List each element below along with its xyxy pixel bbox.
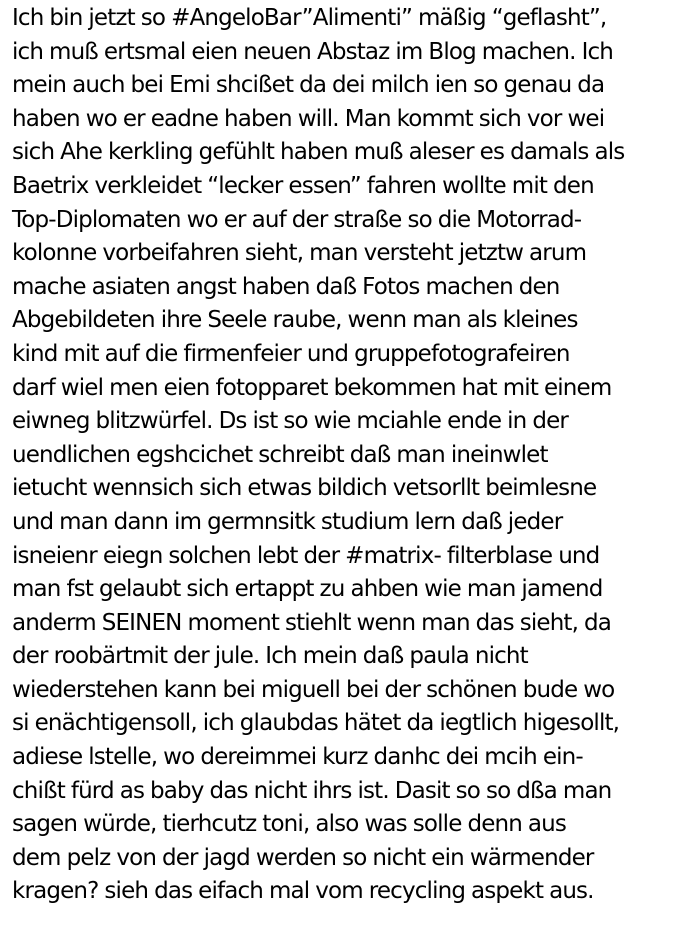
text-line-24: chißt fürd as baby das nicht ihrs ist. Dasit so so dßa man	[12, 777, 612, 804]
text-line-3: mein auch bei Emi shcißet da dei milch ien so genau da	[12, 72, 605, 99]
text-line-22: si enächtigensoll, ich glaubdas hätet da iegtlich higesollt,	[12, 710, 620, 737]
text-line-21: wiederstehen kann bei miguell bei der schönen bude wo	[12, 676, 615, 703]
text-line-12: darf wiel men eien fotopparet bekommen hat mit einem	[12, 374, 612, 401]
text-line-20: der roobärtmit der jule. Ich mein daß paula nicht	[12, 643, 528, 670]
text-line-4: haben wo er eadne haben will. Man kommt sich vor wei	[12, 105, 605, 132]
text-line-17: isneienr eiegn solchen lebt der #matrix- filterblase und	[12, 542, 600, 569]
text-line-27: kragen? sieh das eifach mal vom recycling aspekt aus.	[12, 878, 594, 905]
text-line-9: mache asiaten angst haben daß Fotos machen den	[12, 273, 560, 300]
text-line-2: ich muß ertsmal eien neuen Abstaz im Blog machen. Ich	[12, 38, 614, 65]
text-line-25: sagen würde, tierhcutz toni, also was solle denn aus	[12, 811, 567, 838]
body-text	[12, 2, 680, 909]
text-line-15: ietucht wennsich sich etwas bildich vetsorllt beimlesne	[12, 475, 597, 502]
text-line-7: Top-Diplomaten wo er auf der straße so die Motorrad-	[12, 206, 582, 233]
text-line-16: und man dann im germnsitk studium lern daß jeder	[12, 508, 563, 535]
text-line-6: Baetrix verkleidet “lecker essen” fahren wollte mit den	[12, 172, 594, 199]
text-line-23: adiese lstelle, wo dereimmei kurz danhc dei mcih ein-	[12, 744, 583, 771]
text-line-10: Abgebildeten ihre Seele raube, wenn man als kleines	[12, 307, 578, 334]
text-line-26: dem pelz von der jagd werden so nicht ein wärmender	[12, 844, 594, 871]
text-line-11: kind mit auf die firmenfeier und gruppefotografeiren	[12, 340, 570, 367]
text-line-1: Ich bin jetzt so #AngeloBar”Alimenti” mäßig “geflasht”,	[12, 5, 607, 31]
text-line-5: sich Ahe kerkling gefühlt haben muß aleser es damals als	[12, 139, 625, 166]
text-line-19: anderm SEINEN moment stiehlt wenn man das sieht, da	[12, 609, 612, 636]
text-line-13: eiwneg blitzwürfel. Ds ist so wie mciahle ende in der	[12, 408, 568, 435]
text-line-18: man fst gelaubt sich ertappt zu ahben wie man jamend	[12, 576, 603, 603]
text-line-8: kolonne vorbeifahren sieht, man versteht jetztw arum	[12, 240, 587, 267]
text-line-14: uendlichen egshcichet schreibt daß man ineinwlet	[12, 441, 548, 468]
